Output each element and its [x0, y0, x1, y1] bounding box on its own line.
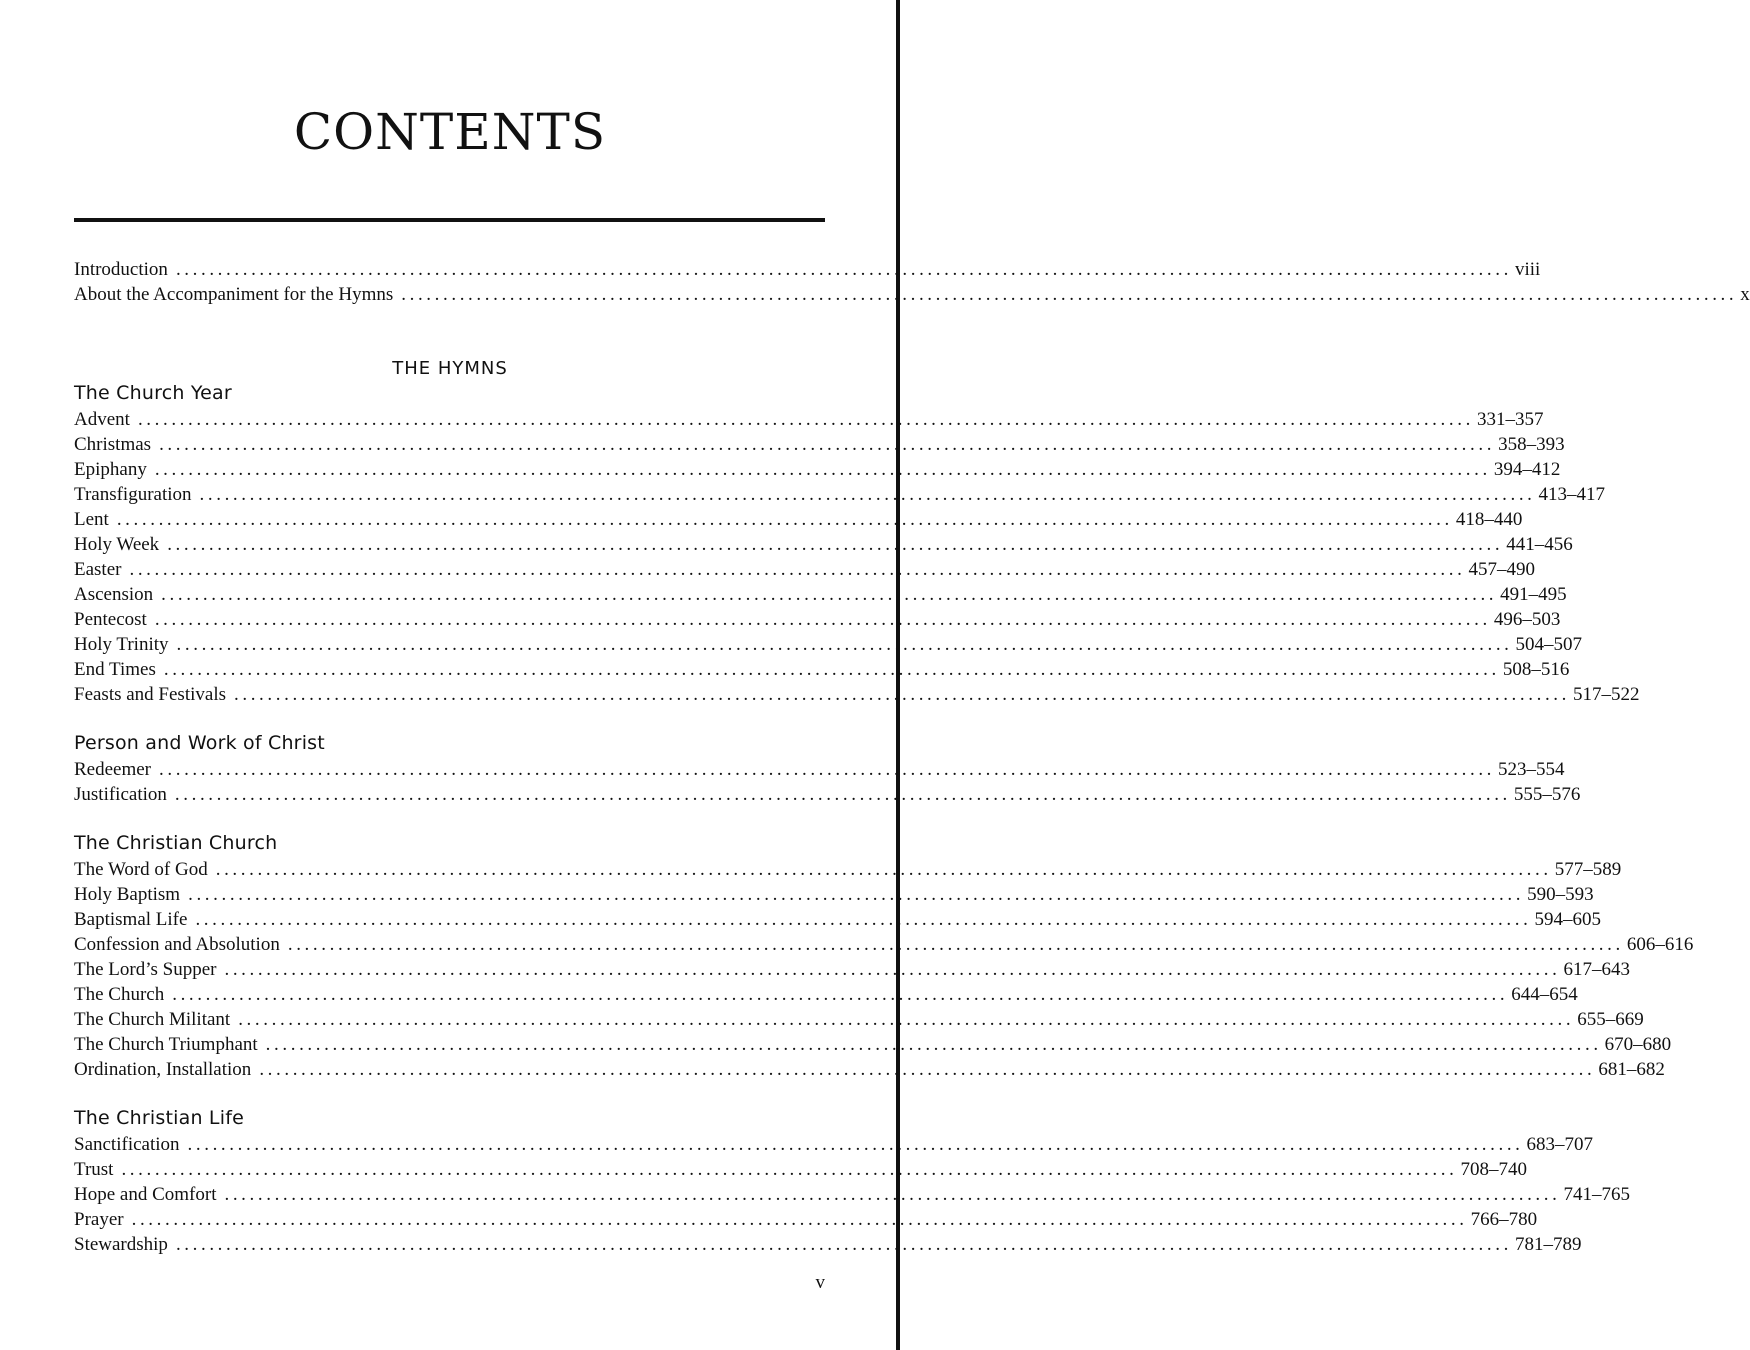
leader-dots: ................................................................................................................................................................: [175, 259, 1512, 280]
leader-dots: ................................................................................................................................................................: [188, 884, 1525, 905]
toc-entry[interactable]: [74, 482, 1606, 507]
toc-entry[interactable]: [74, 607, 1561, 632]
toc-entry-label: Hope and Comfort: [74, 1184, 217, 1205]
toc-entry[interactable]: [74, 907, 1601, 932]
toc-entry-pages: 655–669: [1577, 1009, 1644, 1030]
section-heading: The Christian Church: [74, 832, 278, 854]
toc-entry[interactable]: [74, 782, 1581, 807]
leader-dots: ................................................................................................................................................................: [199, 484, 1536, 505]
toc-entry-label: Stewardship: [74, 1234, 168, 1255]
toc-entry-pages: 590–593: [1527, 884, 1594, 905]
toc-entry-pages: 577–589: [1554, 859, 1622, 880]
leader-dots: ................................................................................................................................................................: [137, 409, 1474, 430]
leader-dots: ................................................................................................................................................................: [131, 1209, 1468, 1230]
toc-entry[interactable]: [74, 682, 1640, 707]
leader-dots: ................................................................................................................................................................: [238, 1009, 1575, 1030]
toc-entry-accompaniment[interactable]: [74, 282, 1750, 307]
toc-entry-label: The Church Militant: [74, 1009, 231, 1030]
toc-entry[interactable]: [74, 1207, 1538, 1232]
leader-dots: ................................................................................................................................................................: [259, 1059, 1596, 1080]
toc-entry[interactable]: [74, 407, 1544, 432]
toc-entry[interactable]: [74, 532, 1573, 557]
toc-entry-label: Ascension: [74, 584, 154, 605]
toc-entry[interactable]: [74, 882, 1594, 907]
leader-dots: ................................................................................................................................................................: [187, 1134, 1524, 1155]
toc-entry-label: Easter: [74, 559, 122, 580]
leader-dots: ................................................................................................................................................................: [163, 659, 1500, 680]
toc-entry-pages: 418–440: [1455, 509, 1523, 530]
toc-entry[interactable]: [74, 1182, 1630, 1207]
leader-dots: ................................................................................................................................................................: [161, 584, 1498, 605]
toc-entry[interactable]: [74, 1032, 1672, 1057]
leader-dots: ................................................................................................................................................................: [172, 984, 1509, 1005]
toc-entry[interactable]: [74, 582, 1567, 607]
page-title: CONTENTS: [293, 103, 607, 161]
leader-dots: ................................................................................................................................................................: [174, 784, 1511, 805]
toc-entry-pages: 523–554: [1498, 759, 1565, 780]
toc-entry-pages: 517–522: [1573, 684, 1640, 705]
toc-entry-pages: 670–680: [1604, 1034, 1672, 1055]
toc-entry-pages: 781–789: [1514, 1234, 1582, 1255]
toc-entry[interactable]: [74, 657, 1570, 682]
section-heading: Person and Work of Christ: [74, 732, 325, 754]
toc-entry[interactable]: [74, 1157, 1527, 1182]
toc-entry-label: Holy Trinity: [74, 634, 169, 655]
toc-entry-label: End Times: [74, 659, 156, 680]
toc-entry-label: Pentecost: [74, 609, 147, 630]
leader-dots: ................................................................................................................................................................: [287, 934, 1624, 955]
toc-entry-pages: 683–707: [1526, 1134, 1594, 1155]
toc-entry-pages: 617–643: [1563, 959, 1630, 980]
leader-dots: ................................................................................................................................................................: [154, 609, 1491, 630]
toc-entry-pages: 606–616: [1626, 934, 1694, 955]
toc-entry-pages: 708–740: [1460, 1159, 1527, 1180]
section-heading: The Christian Life: [74, 1107, 244, 1129]
toc-entry[interactable]: [74, 1057, 1665, 1082]
leader-dots: ................................................................................................................................................................: [224, 1184, 1561, 1205]
toc-entry-pages: 594–605: [1534, 909, 1601, 930]
toc-entry-label: Redeemer: [74, 759, 152, 780]
leader-dots: ................................................................................................................................................................: [116, 509, 1453, 530]
toc-entry-label: Justification: [74, 784, 167, 805]
section-heading: The Church Year: [74, 382, 232, 404]
toc-entry-label: Prayer: [74, 1209, 124, 1230]
toc-entry-pages: 496–503: [1493, 609, 1561, 630]
toc-entry-label: Sanctification: [74, 1134, 180, 1155]
leader-dots: ................................................................................................................................................................: [159, 434, 1496, 455]
toc-entry-label: Lent: [74, 509, 109, 530]
toc-entry[interactable]: [74, 507, 1523, 532]
toc-entry-label: Ordination, Installation: [74, 1059, 252, 1080]
toc-entry[interactable]: [74, 632, 1583, 657]
page-number: v: [815, 1272, 825, 1293]
toc-entry-pages: 394–412: [1493, 459, 1561, 480]
toc-entry-label: The Lord’s Supper: [74, 959, 217, 980]
toc-entry-pages: 741–765: [1563, 1184, 1630, 1205]
toc-entry-pages: 555–576: [1513, 784, 1581, 805]
toc-entry-pages: 681–682: [1598, 1059, 1665, 1080]
toc-entry-pages: 457–490: [1468, 559, 1535, 580]
toc-entry-label: Epiphany: [74, 459, 147, 480]
toc-entry-label: Holy Week: [74, 534, 160, 555]
toc-entry-label: The Church: [74, 984, 165, 1005]
part-heading: THE HYMNS: [392, 358, 508, 379]
leader-dots: ................................................................................................................................................................: [215, 859, 1552, 880]
leader-dots: ................................................................................................................................................................: [154, 459, 1491, 480]
toc-entry-introduction[interactable]: [74, 257, 1541, 282]
toc-entry[interactable]: [74, 557, 1535, 582]
leader-dots: ................................................................................................................................................................: [265, 1034, 1602, 1055]
toc-entry[interactable]: [74, 857, 1622, 882]
leader-dots: ................................................................................................................................................................: [121, 1159, 1458, 1180]
leader-dots: ................................................................................................................................................................: [401, 284, 1738, 305]
toc-entry-pages: 358–393: [1498, 434, 1565, 455]
toc-entry[interactable]: [74, 457, 1561, 482]
toc-entry[interactable]: [74, 757, 1565, 782]
leader-dots: ................................................................................................................................................................: [176, 634, 1513, 655]
toc-entry[interactable]: [74, 982, 1578, 1007]
toc-entry[interactable]: [74, 1232, 1582, 1257]
toc-entry-label: Transfiguration: [74, 484, 192, 505]
toc-entry-pages: 331–357: [1476, 409, 1544, 430]
toc-entry-pages: 766–780: [1470, 1209, 1538, 1230]
leader-dots: ................................................................................................................................................................: [129, 559, 1466, 580]
leader-dots: ................................................................................................................................................................: [224, 959, 1561, 980]
toc-entry-label: Confession and Absolution: [74, 934, 280, 955]
toc-entry-label: About the Accompaniment for the Hymns: [74, 284, 394, 305]
toc-entry-pages: 644–654: [1511, 984, 1578, 1005]
toc-entry-pages: viii: [1514, 259, 1541, 280]
toc-entry-label: Advent: [74, 409, 130, 430]
toc-entry-label: Trust: [74, 1159, 114, 1180]
toc-entry-label: Holy Baptism: [74, 884, 181, 905]
toc-entry-pages: 504–507: [1515, 634, 1583, 655]
toc-entry-label: Baptismal Life: [74, 909, 188, 930]
toc-entry[interactable]: [74, 1132, 1594, 1157]
toc-entry[interactable]: [74, 432, 1565, 457]
toc-entry[interactable]: [74, 932, 1694, 957]
toc-entry[interactable]: [74, 957, 1630, 982]
toc-entry-pages: 413–417: [1538, 484, 1606, 505]
toc-entry-pages: x: [1740, 284, 1750, 305]
toc-entry-pages: 491–495: [1500, 584, 1567, 605]
toc-entry-label: Introduction: [74, 259, 168, 280]
leader-dots: ................................................................................................................................................................: [159, 759, 1496, 780]
leader-dots: ................................................................................................................................................................: [234, 684, 1570, 705]
leader-dots: ................................................................................................................................................................: [195, 909, 1532, 930]
title-rule: [74, 218, 825, 222]
toc-entry-pages: 508–516: [1502, 659, 1570, 680]
toc-entry-label: Christmas: [74, 434, 152, 455]
toc-entry-pages: 441–456: [1506, 534, 1573, 555]
toc-entry[interactable]: [74, 1007, 1644, 1032]
toc-entry-label: The Word of God: [74, 859, 208, 880]
toc-entry-label: The Church Triumphant: [74, 1034, 258, 1055]
leader-dots: ................................................................................................................................................................: [175, 1234, 1512, 1255]
toc-entry-label: Feasts and Festivals: [74, 684, 226, 705]
leader-dots: ................................................................................................................................................................: [167, 534, 1504, 555]
